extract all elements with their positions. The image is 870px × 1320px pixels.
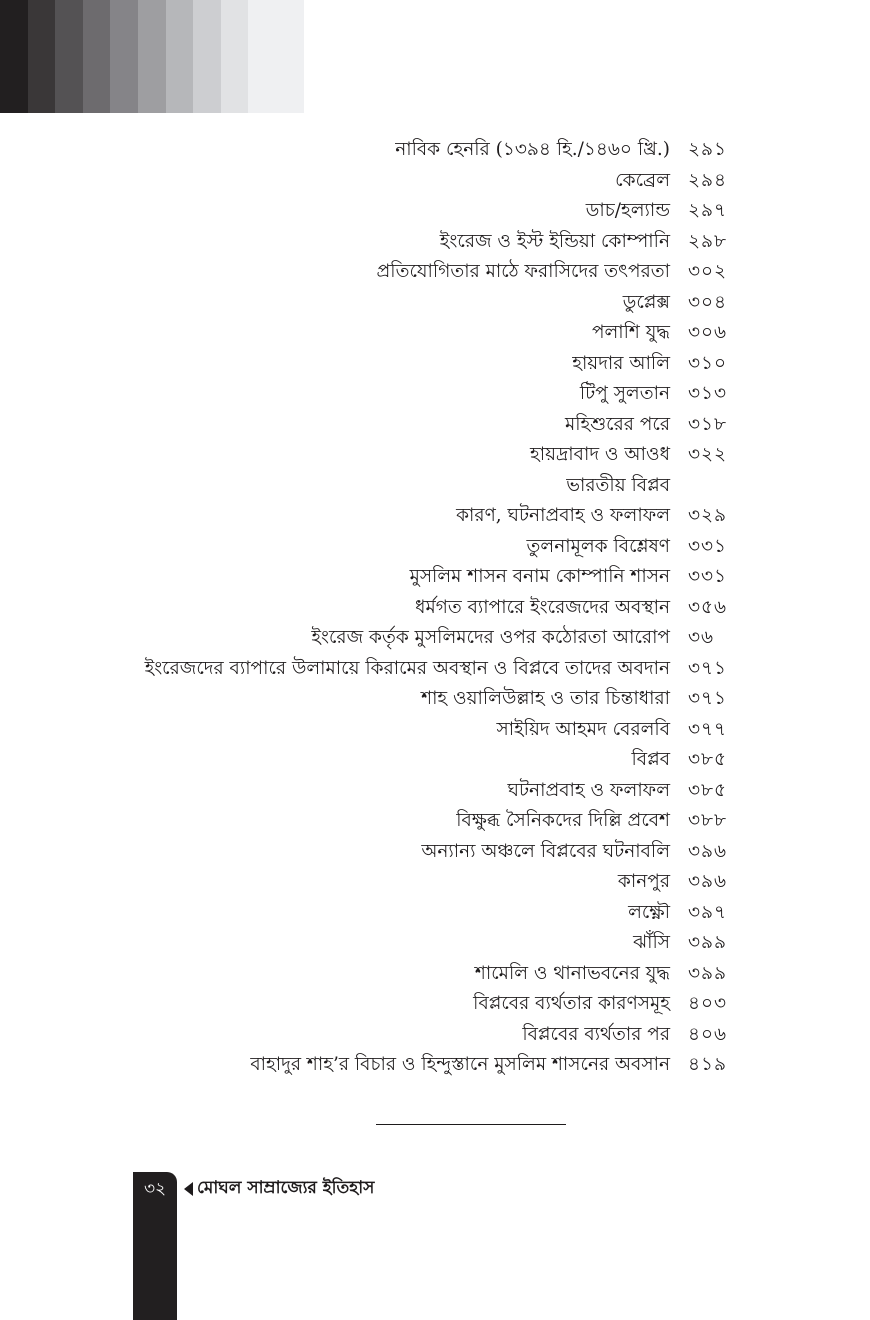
toc-entry: [0, 197, 870, 228]
toc-entry-title: ভারতীয় বিপ্লব: [566, 474, 670, 496]
page-number: ৩২: [143, 1179, 167, 1199]
toc-entry-title: কানপুর: [617, 871, 670, 892]
toc-entry-title: ইংরেজ কর্তৃক মুসলিমদের ওপর কঠোরতা আরোপ: [311, 627, 670, 648]
toc-entry-title: শামেলি ও থানাভবনের যুদ্ধ: [474, 962, 670, 984]
toc-entry-page: ৪১৯: [688, 1054, 728, 1075]
toc-entry: [0, 319, 870, 350]
grayscale-swatch: [83, 0, 111, 113]
toc-entry-title: বিপ্লব: [631, 749, 670, 770]
toc-entry: [0, 624, 870, 655]
toc-entry: [0, 685, 870, 716]
toc-entry-title: ইংরেজদের ব্যাপারে উলামায়ে কিরামের অবস্থান ও বিপ্লবে তাদের অবদান: [144, 657, 670, 679]
toc-entry: [0, 411, 870, 442]
grayscale-swatch: [110, 0, 138, 113]
toc-entry-page: ৩৮৫: [688, 749, 728, 770]
toc-entry: [0, 990, 870, 1021]
toc-entry-title: হায়দ্রাবাদ ও আওধ: [530, 444, 670, 465]
toc-entry-page: ৩০৪: [688, 291, 728, 313]
toc-entry: [0, 655, 870, 686]
toc-entry-page: ৩১০: [688, 352, 728, 374]
toc-entry: [0, 594, 870, 625]
grayscale-swatch: [138, 0, 166, 113]
toc-entry-title: শাহ ওয়ালিউল্লাহ ও তার চিন্তাধারা: [421, 688, 670, 709]
toc-entry-page: ৩৯৯: [688, 962, 728, 984]
toc-entry: [0, 533, 870, 564]
toc-entry-title: বিক্ষুব্ধ সৈনিকদের দিল্লি প্রবেশ: [456, 810, 670, 831]
toc-entry-page: ২৯৭: [688, 200, 728, 221]
toc-entry-page: ৩১৩: [688, 383, 728, 404]
toc-entry: [0, 350, 870, 381]
toc-entry-title: প্রতিযোগিতার মাঠে ফরাসিদের তৎপরতা: [376, 261, 670, 282]
toc-entry-page: ৩২২: [688, 444, 728, 465]
toc-entry: [0, 380, 870, 411]
grayscale-swatch: [0, 0, 28, 113]
toc-entry-title: ধর্মগত ব্যাপারে ইংরেজদের অবস্থান: [415, 596, 670, 618]
toc-entry: [0, 258, 870, 289]
toc-entry-page: ৩৯৭: [688, 901, 728, 923]
toc-entry: [0, 838, 870, 869]
toc-entry-page: ২৯৮: [688, 230, 728, 252]
toc-entry: [0, 777, 870, 808]
toc-entry-title: ঝাঁসি: [633, 932, 670, 953]
toc-entry: [0, 1051, 870, 1082]
toc-entry-title: লক্ষ্ণৌ: [628, 901, 670, 923]
toc-entry-title: তুলনামূলক বিশ্লেষণ: [526, 535, 670, 557]
toc-entry-title: ইংরেজ ও ইস্ট ইন্ডিয়া কোম্পানি: [439, 230, 670, 252]
toc-entry-page: ৪০৬: [688, 1023, 728, 1045]
grayscale-swatch: [166, 0, 194, 113]
toc-entry-title: টিপু সুলতান: [579, 383, 670, 404]
table-of-contents: [0, 136, 870, 1082]
toc-entry: [0, 563, 870, 594]
toc-entry: [0, 716, 870, 747]
grayscale-calibration-bar: [0, 0, 304, 113]
toc-entry: [0, 136, 870, 167]
toc-entry-title: পলাশি যুদ্ধ: [591, 322, 670, 343]
section-divider: [376, 1124, 566, 1125]
toc-entry-page: ২৯১: [688, 139, 728, 160]
toc-entry-page: ৩৯৯: [688, 932, 728, 953]
toc-entry: [0, 899, 870, 930]
grayscale-swatch: [221, 0, 249, 113]
toc-entry-title: বাহাদুর শাহ’র বিচার ও হিন্দুস্তানে মুসলিম শাসনের অবসান: [250, 1054, 670, 1075]
toc-entry-page: ৩৭১: [688, 657, 728, 679]
toc-entry: [0, 807, 870, 838]
grayscale-swatch: [55, 0, 83, 113]
triangle-left-icon: [184, 1182, 193, 1196]
toc-entry-title: ঘটনাপ্রবাহ ও ফলাফল: [507, 779, 670, 801]
toc-entry-page: ৩৯৬: [688, 840, 728, 862]
toc-entry-title: সাইয়িদ আহমদ বেরলবি: [496, 718, 670, 740]
toc-entry: [0, 960, 870, 991]
toc-entry-page: ৩৯৬: [688, 871, 728, 892]
toc-entry-page: ৩৩১: [688, 535, 728, 557]
toc-entry: [0, 441, 870, 472]
toc-entry-title: নাবিক হেনরি (১৩৯৪ হি./১৪৬০ খ্রি.): [395, 139, 670, 160]
toc-entry-page: ৩৫৬: [688, 596, 728, 618]
toc-entry-title: অন্যান্য অঞ্চলে বিপ্লবের ঘটনাবলি: [421, 840, 670, 862]
toc-section-heading: [0, 472, 870, 503]
toc-entry-page: ২৯৪: [688, 169, 728, 191]
book-title: মোঘল সাম্রাজ্যের ইতিহাস: [197, 1178, 375, 1198]
toc-entry-page: ৩২৯: [688, 505, 728, 526]
toc-entry: [0, 746, 870, 777]
toc-entry-title: ডাচ/হল্যান্ড: [585, 200, 670, 221]
toc-entry: [0, 868, 870, 899]
toc-entry: [0, 228, 870, 259]
toc-entry-page: ৩৬: [688, 627, 715, 648]
toc-entry-page: ৩৭৭: [688, 718, 728, 740]
toc-entry-title: বিপ্লবের ব্যর্থতার কারণসমূহ: [473, 993, 670, 1014]
toc-entry-page: ৩০৬: [688, 322, 728, 343]
grayscale-swatch: [276, 0, 304, 113]
toc-entry: [0, 167, 870, 198]
toc-entry-title: মহিশুরের পরে: [564, 413, 670, 435]
grayscale-swatch: [28, 0, 56, 113]
grayscale-swatch: [248, 0, 276, 113]
toc-entry-title: কারণ, ঘটনাপ্রবাহ ও ফলাফল: [456, 505, 670, 526]
toc-entry-title: মুসলিম শাসন বনাম কোম্পানি শাসন: [409, 566, 670, 587]
toc-entry-title: বিপ্লবের ব্যর্থতার পর: [522, 1023, 670, 1045]
toc-entry: [0, 289, 870, 320]
toc-entry-page: ৩৩১: [688, 566, 728, 587]
toc-entry-page: ৪০৩: [688, 993, 728, 1014]
toc-entry-page: ৩০২: [688, 261, 728, 282]
toc-entry-title: ডুপ্লেক্স: [622, 291, 670, 313]
toc-entry-page: ৩৮৮: [688, 810, 728, 831]
toc-entry: [0, 502, 870, 533]
toc-entry: [0, 1021, 870, 1052]
toc-entry-page: ৩৭১: [688, 688, 728, 709]
toc-entry-page: ৩৮৫: [688, 779, 728, 801]
toc-entry-title: হায়দার আলি: [572, 352, 670, 374]
grayscale-swatch: [193, 0, 221, 113]
toc-entry-title: কেব্রেল: [615, 169, 670, 191]
toc-entry-page: ৩১৮: [688, 413, 728, 435]
toc-entry: [0, 929, 870, 960]
